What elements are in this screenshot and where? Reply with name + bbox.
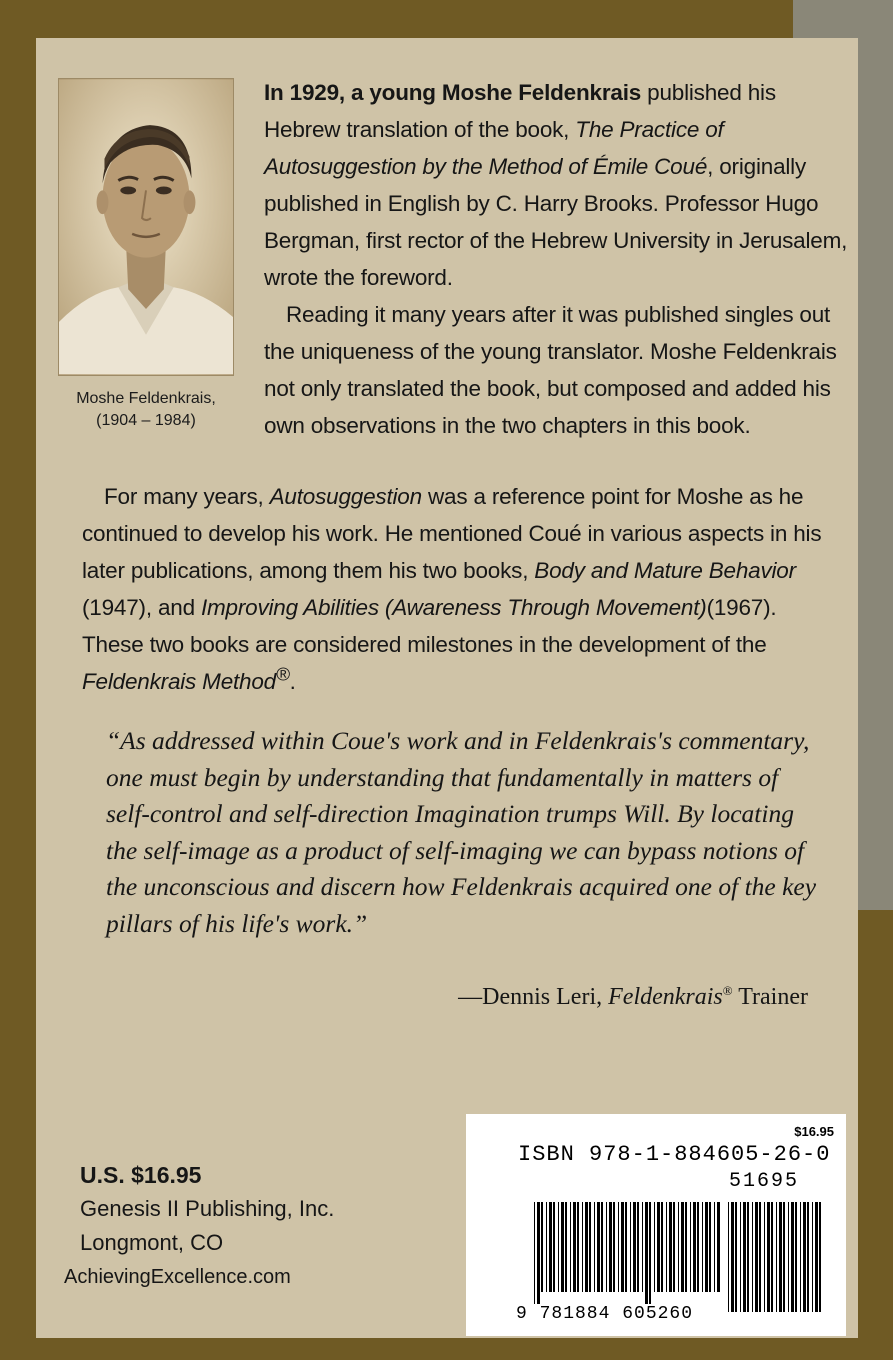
- barcode-bar: [537, 1202, 540, 1304]
- barcode-bar: [541, 1202, 543, 1292]
- barcode-bar: [546, 1202, 547, 1292]
- intro-text: [264, 74, 849, 444]
- barcode-bar: [702, 1202, 703, 1292]
- quote-attribution: [458, 984, 808, 1011]
- barcode-bar: [570, 1202, 571, 1292]
- barcode-bar: [812, 1202, 813, 1312]
- barcode-bar: [685, 1202, 687, 1292]
- intro-bold-lead: In 1929, a young Moshe Feldenkrais: [264, 80, 642, 105]
- barcode-bar: [752, 1202, 753, 1312]
- barcode-bar: [819, 1202, 821, 1312]
- barcode-bar: [549, 1202, 552, 1292]
- barcode-bar: [795, 1202, 797, 1312]
- title-feldenkrais-method: Feldenkrais Method: [82, 669, 277, 694]
- barcode-bar: [633, 1202, 636, 1292]
- barcode-bar: [747, 1202, 749, 1312]
- barcode-bar: [645, 1202, 648, 1304]
- testimonial-quote: [106, 723, 826, 942]
- barcode-bar: [577, 1202, 579, 1292]
- body-text-c: (1947), and: [82, 595, 201, 620]
- body-text-end: .: [289, 669, 296, 694]
- ean-barcode: [534, 1202, 724, 1304]
- barcode-bar: [594, 1202, 595, 1292]
- publisher-block: [64, 1158, 335, 1294]
- barcode-bar: [625, 1202, 627, 1292]
- barcode-bar: [783, 1202, 785, 1312]
- attribution-registered-mark: ®: [722, 983, 733, 998]
- barcode-bar: [717, 1202, 720, 1292]
- addon-barcode: [728, 1202, 828, 1324]
- barcode-bar: [803, 1202, 806, 1312]
- barcode-bar: [597, 1202, 600, 1292]
- barcode-bar: [767, 1202, 770, 1312]
- portrait-caption: [56, 388, 236, 432]
- barcode-bar: [681, 1202, 684, 1292]
- barcode-bar: [613, 1202, 615, 1292]
- barcode-bar: [779, 1202, 782, 1312]
- title-improving-abilities: Improving Abilities (Awareness Through Movement): [200, 595, 707, 620]
- body-text-a: For many years,: [104, 484, 270, 509]
- barcode-bar: [649, 1202, 651, 1304]
- barcode-bar: [743, 1202, 746, 1312]
- barcode-bar: [705, 1202, 708, 1292]
- barcode-price: $16.95: [794, 1124, 834, 1139]
- barcode-bar: [678, 1202, 679, 1292]
- caption-name: Moshe Feldenkrais,: [76, 390, 216, 407]
- cover-price: U.S. $16.95: [80, 1162, 202, 1188]
- barcode-bar: [791, 1202, 794, 1312]
- barcode-bar: [565, 1202, 567, 1292]
- barcode-bar: [735, 1202, 737, 1312]
- barcode-bar: [637, 1202, 639, 1292]
- barcode-bar: [759, 1202, 761, 1312]
- barcode-bar: [601, 1202, 603, 1292]
- barcode-bar: [589, 1202, 591, 1292]
- barcode-bar: [673, 1202, 675, 1292]
- barcode-bar: [661, 1202, 663, 1292]
- barcode-bar: [807, 1202, 809, 1312]
- publisher-name: Genesis II Publishing, Inc.: [80, 1196, 335, 1221]
- portrait-illustration: [59, 79, 233, 375]
- barcode-bar: [561, 1202, 564, 1292]
- barcode-bar: [764, 1202, 765, 1312]
- barcode-bar: [728, 1202, 729, 1312]
- attribution-role-rest: Trainer: [732, 984, 808, 1010]
- attribution-role-italic: Feldenkrais: [608, 984, 723, 1010]
- body-paragraph: [82, 478, 842, 700]
- publisher-city: Longmont, CO: [80, 1230, 224, 1255]
- title-autosuggestion: Autosuggestion: [269, 484, 422, 509]
- barcode-bar: [771, 1202, 773, 1312]
- back-cover-panel: [36, 38, 858, 1338]
- addon-digits: 51695: [729, 1170, 800, 1193]
- barcode-box: [466, 1114, 846, 1336]
- barcode-bar: [776, 1202, 777, 1312]
- registered-mark: ®: [276, 663, 290, 685]
- barcode-bar: [709, 1202, 711, 1292]
- barcode-bar: [585, 1202, 588, 1292]
- body-text-d: (1967). These two books are considered milestones in the development of the: [82, 595, 777, 657]
- barcode-bar: [553, 1202, 555, 1292]
- isbn-label: ISBN 978-1-884605-26-0: [518, 1142, 831, 1167]
- barcode-bar: [582, 1202, 583, 1292]
- intro-paragraph-1: [264, 74, 849, 296]
- barcode-bar: [657, 1202, 660, 1292]
- intro-text-b: , originally published in English by C. Harry Brooks. Professor Hugo Bergman, first rector of the Hebrew University in Jerusalem, wrote the foreword.: [264, 154, 848, 290]
- barcode-bar: [654, 1202, 655, 1292]
- barcode-bar: [642, 1202, 643, 1292]
- barcode-bar: [755, 1202, 758, 1312]
- barcode-bar: [669, 1202, 672, 1292]
- barcode-bar: [697, 1202, 699, 1292]
- barcode-bar: [788, 1202, 789, 1312]
- quote-text: “As addressed within Coue's work and in Feldenkrais's commentary, one must begin by understanding that fundamentally in matters of self-control and self-direction Imagination trumps Will. By locating the self-image as a product of self-imaging we can bypass notions of the unconscious and discern how Feldenkrais acquired one of the key pillars of his life's work.”: [106, 726, 817, 938]
- barcode-bar: [714, 1202, 715, 1292]
- barcode-bar: [630, 1202, 631, 1292]
- ean-digits: 9 781884 605260: [516, 1304, 694, 1324]
- barcode-bar: [609, 1202, 612, 1292]
- barcode-bar: [815, 1202, 818, 1312]
- barcode-bar: [666, 1202, 667, 1292]
- barcode-bar: [573, 1202, 576, 1292]
- barcode-bar: [800, 1202, 801, 1312]
- intro-text-a: published his Hebrew translation of the book,: [264, 80, 776, 142]
- barcode-bar: [606, 1202, 607, 1292]
- barcode-bar: [690, 1202, 691, 1292]
- publisher-website: AchievingExcellence.com: [64, 1266, 291, 1288]
- intro-paragraph-2: Reading it many years after it was published singles out the uniqueness of the young translator. Moshe Feldenkrais not only translated the book, but composed and added his own observations in the two chapters in this book.: [264, 302, 837, 438]
- barcode-bar: [621, 1202, 624, 1292]
- barcode-bar: [558, 1202, 559, 1292]
- book-title-practice: The Practice of Autosuggestion by the Method of Émile Coué: [264, 117, 724, 179]
- body-text-b: was a reference point for Moshe as he continued to develop his work. He mentioned Coué in various aspects in his later publications, among them his two books,: [82, 484, 822, 583]
- barcode-bar: [693, 1202, 696, 1292]
- barcode-bar: [534, 1202, 535, 1304]
- barcode-bar: [618, 1202, 619, 1292]
- title-body-mature-behavior: Body and Mature Behavior: [534, 558, 796, 583]
- attribution-author: —Dennis Leri,: [458, 984, 609, 1010]
- author-portrait: [58, 78, 234, 376]
- barcode-bar: [731, 1202, 734, 1312]
- body-text: [82, 478, 842, 700]
- caption-years: (1904 – 1984): [96, 412, 196, 429]
- barcode-bar: [740, 1202, 741, 1312]
